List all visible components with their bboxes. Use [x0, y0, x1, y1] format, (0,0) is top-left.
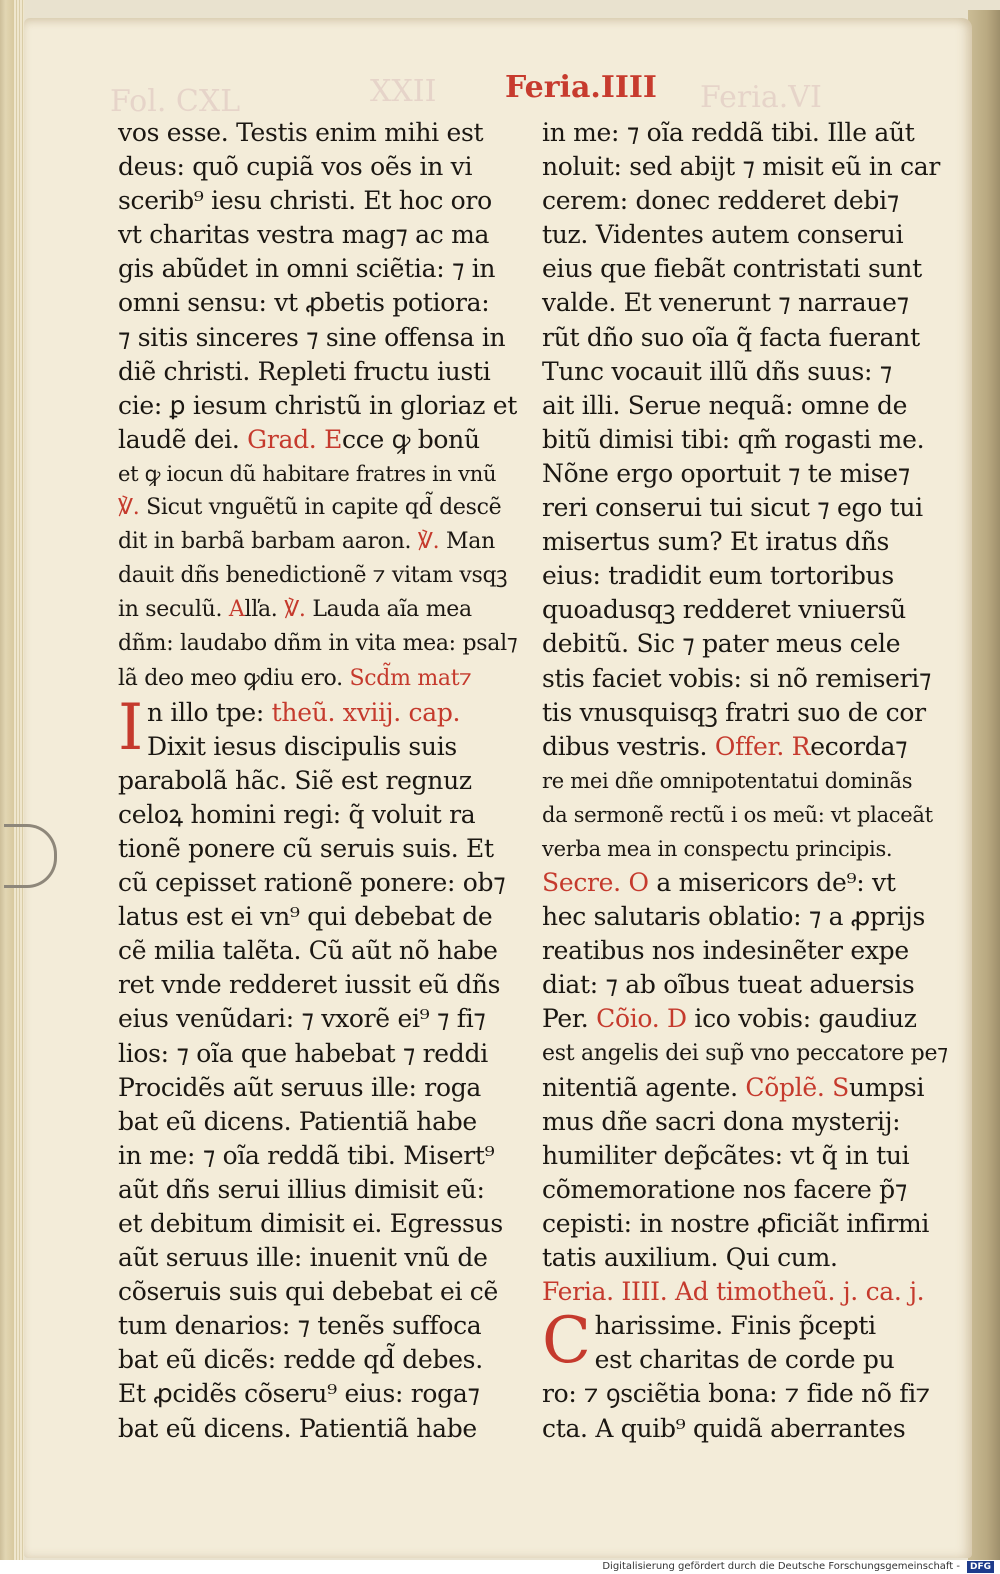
book-fore-edge	[968, 10, 1000, 1560]
chapter-rubric: theũ. xviij. cap.	[271, 697, 461, 727]
offertory-rubric: Offer.	[714, 731, 785, 761]
text-line: re mei dñe omnipotentatui dominãs	[542, 768, 913, 793]
text-line: bitũ dimisi tibi: qm̃ rogasti me.	[542, 424, 925, 454]
text-fragment: ico vobis: gaudiuz	[694, 1004, 917, 1034]
text-fragment: harissime. Finis p̃cepti	[594, 1311, 876, 1341]
gospel-rubric: Scd̃m mat⁊	[349, 665, 472, 691]
text-fragment: ecorda⁊	[810, 731, 908, 761]
text-line: mus dñe sacri dona mysterij:	[542, 1106, 901, 1136]
text-fragment: lľa.	[244, 597, 278, 623]
text-line: reatibus nos indesinẽter expe	[542, 936, 909, 966]
secret-rubric: Secre.	[542, 868, 621, 898]
versicle-rubric: ℣.	[284, 597, 306, 623]
initial-capital-C: C	[542, 1304, 591, 1379]
text-line: dñm: laudabo dñm in vita mea: psal⁊	[118, 631, 518, 657]
text-line: bat eũ dicens. Patientiã habe	[118, 1106, 477, 1136]
text-line	[118, 525, 517, 559]
book-spine-edge	[0, 0, 14, 1560]
text-line: stis faciet vobis: si nõ remiseri⁊	[542, 663, 932, 693]
text-line: bat eũ dicens. Patientiã habe	[118, 1413, 477, 1443]
text-line	[118, 491, 517, 525]
text-line: misertus sum? Et iratus dñs	[542, 527, 890, 557]
text-line: aũt dñs serui illius dimisit eũ:	[118, 1174, 485, 1204]
text-line: est charitas de corde pu	[594, 1345, 895, 1375]
text-line: rũt dño suo oĩa q̃ facta fuerant	[542, 322, 920, 352]
communion-rubric: Cõio.	[596, 1004, 660, 1034]
text-fragment: dibus vestris.	[542, 731, 708, 761]
text-fragment: lã deo meo ꝙdiu ero.	[118, 665, 343, 691]
text-line: humiliter dep̃cãtes: vt q̃ in tui	[542, 1140, 910, 1170]
text-line	[542, 866, 948, 900]
text-line: parabolã hãc. Siẽ est regnuz	[118, 765, 472, 795]
text-fragment: Per.	[542, 1004, 589, 1034]
text-line: cepisti: in nostre ꝓficiãt infirmi	[542, 1209, 930, 1238]
text-line: in me: ⁊ oĩa reddã tibi. Misert⁹	[118, 1140, 495, 1170]
text-fragment: dit in barbã barbam aaron.	[118, 529, 412, 555]
text-line: Nõne ergo oportuit ⁊ te mise⁊	[542, 458, 910, 488]
text-line: dauit dñs benedictionẽ ⁊ vitam vsqꝫ	[118, 563, 508, 589]
text-line: diẽ christi. Repleti fructu iusti	[118, 356, 491, 386]
red-capital: E	[324, 424, 343, 454]
text-line: in me: ⁊ oĩa reddã tibi. Ille aũt	[542, 118, 915, 147]
funding-credit: Digitalisierung gefördert durch die Deutsche Forschungsgemeinschaft -	[602, 1561, 960, 1572]
text-line: deus: quõ cupiã vos oẽs in vi	[118, 152, 473, 182]
initial-capital-I: I	[118, 690, 143, 765]
bleed-through-text-right: Feria.VI	[700, 80, 822, 115]
bleed-through-text-mid: XXII	[370, 74, 437, 109]
text-fragment: laudẽ dei.	[118, 424, 240, 454]
red-capital: D	[667, 1004, 687, 1034]
text-line: est angelis dei sup̃ vno peccatore pe⁊	[542, 1040, 948, 1066]
text-line: tatis auxilium. Qui cum.	[542, 1243, 838, 1273]
text-line: aũt seruus ille: inuenit vnũ de	[118, 1243, 488, 1273]
text-line: bat eũ dicẽs: redde qd̃ debes.	[118, 1345, 483, 1375]
text-fragment: Man	[446, 529, 495, 555]
text-line: gis abũdet in omni sciẽtia: ⁊ in	[118, 254, 496, 284]
text-line: et ꝙ iocun dũ habitare fratres in vnũ	[118, 461, 497, 486]
text-line: eius: tradidit eum tortoribus	[542, 561, 894, 591]
text-line: cie: ꝑ iesum christũ in gloriaz et	[118, 390, 518, 420]
text-line: tum denarios: ⁊ tenẽs suffoca	[118, 1311, 482, 1341]
right-column	[542, 116, 948, 1446]
text-line	[118, 593, 517, 627]
text-line: noluit: sed abijt ⁊ misit eũ in car	[542, 152, 941, 182]
versicle-rubric: ℣.	[417, 529, 440, 555]
text-line: cõmemoratione nos facere p̃⁊	[542, 1174, 908, 1204]
gradual-rubric: Grad.	[247, 424, 317, 454]
text-fragment: n illo tpe:	[146, 697, 264, 727]
page-header: Feria.IIII	[505, 70, 657, 105]
text-fragment: umpsi	[849, 1072, 925, 1102]
left-column	[118, 116, 517, 1446]
text-line: ait illi. Serue nequã: omne de	[542, 390, 908, 420]
text-line: tis vnusquisqꝫ fratri suo de cor	[542, 697, 926, 727]
text-line: eius venũdari: ⁊ vxorẽ ei⁹ ⁊ fi⁊	[118, 1004, 486, 1034]
text-line: ret vnde redderet iussit eũ dñs	[118, 970, 501, 1000]
text-line: cẽ milia talẽta. Cũ aũt nõ habe	[118, 936, 498, 966]
text-line: scerib⁹ iesu christi. Et hoc oro	[118, 186, 492, 216]
text-line: diat: ⁊ ab oĩbus tueat aduersis	[542, 970, 915, 1000]
red-capital: R	[791, 731, 811, 761]
bleed-through-text-left: Fol. CXL	[110, 84, 241, 119]
postcommunion-rubric: Cõplẽ.	[745, 1072, 825, 1102]
page-stack-edge	[14, 0, 24, 1560]
text-line	[542, 730, 948, 764]
text-line: eius que fiebãt contristati sunt	[542, 254, 922, 284]
text-fragment: a misericors de⁹: vt	[656, 868, 896, 898]
text-line: da sermonẽ rectũ i os meũ: vt placeãt	[542, 802, 933, 827]
text-line: Feria. IIII. Ad timotheũ. j. ca. j.	[542, 1277, 925, 1307]
text-line: hec salutaris oblatio: ⁊ a ꝓprijs	[542, 902, 925, 932]
red-capital: O	[628, 868, 649, 898]
text-line: lios: ⁊ oĩa que habebat ⁊ reddi	[118, 1038, 488, 1068]
text-line: debitũ. Sic ⁊ pater meus cele	[542, 629, 901, 659]
text-line	[118, 423, 517, 457]
text-line: latus est ei vn⁹ qui debebat de	[118, 902, 493, 932]
text-line	[118, 662, 517, 696]
text-line: tuz. Videntes autem conserui	[542, 220, 904, 250]
red-capital: S	[832, 1072, 849, 1102]
text-line: cta. A quib⁹ quidã aberrantes	[542, 1413, 906, 1443]
text-line: cerem: donec redderet debi⁊	[542, 186, 899, 216]
text-line: verba mea in conspectu principis.	[542, 836, 893, 861]
text-fragment: in seculũ.	[118, 597, 223, 623]
text-fragment: cce ꝙ bonũ	[342, 424, 480, 454]
text-line: ⁊ sitis sinceres ⁊ sine offensa in	[118, 322, 506, 352]
text-line: quoadusqꝫ redderet vniuersũ	[542, 595, 906, 625]
text-line: reri conserui tui sicut ⁊ ego tui	[542, 493, 923, 523]
text-fragment: Lauda aĩa mea	[312, 597, 472, 623]
text-line: Tunc vocauit illũ dñs suus: ⁊	[542, 356, 892, 386]
text-line	[542, 1002, 948, 1036]
text-line: tionẽ ponere cũ seruis suis. Et	[118, 833, 494, 863]
text-line: valde. Et venerunt ⁊ narraue⁊	[542, 288, 909, 318]
text-line: celoꝝ homini regi: q̃ voluit ra	[118, 799, 476, 829]
text-line: cõseruis suis qui debebat ei cẽ	[118, 1277, 498, 1307]
text-line: omni sensu: vt ꝓbetis potiora:	[118, 288, 490, 318]
red-capital: A	[228, 597, 245, 623]
text-line: ro: ⁊ ꝯsciẽtia bona: ⁊ fide nõ fi⁊	[542, 1379, 930, 1409]
versicle-rubric: ℣.	[118, 495, 140, 521]
text-line: vt charitas vestra mag⁊ ac ma	[118, 220, 490, 250]
text-line: et debitum dimisit ei. Egressus	[118, 1209, 503, 1238]
dfg-logo: DFG	[967, 1561, 994, 1573]
text-line: vos esse. Testis enim mihi est	[118, 118, 484, 147]
text-line: Et ꝓcidẽs cõseru⁹ eius: roga⁊	[118, 1379, 480, 1409]
text-line: cũ cepisset rationẽ ponere: ob⁊	[118, 868, 506, 898]
text-fragment: Sicut vnguẽtũ in capite qd̃ descẽ	[146, 495, 502, 521]
text-fragment: nitentiã agente.	[542, 1072, 738, 1102]
text-line: Procidẽs aũt seruus ille: roga	[118, 1072, 482, 1102]
text-line	[542, 1071, 948, 1105]
text-line: Dixit iesus discipulis suis	[146, 731, 457, 761]
